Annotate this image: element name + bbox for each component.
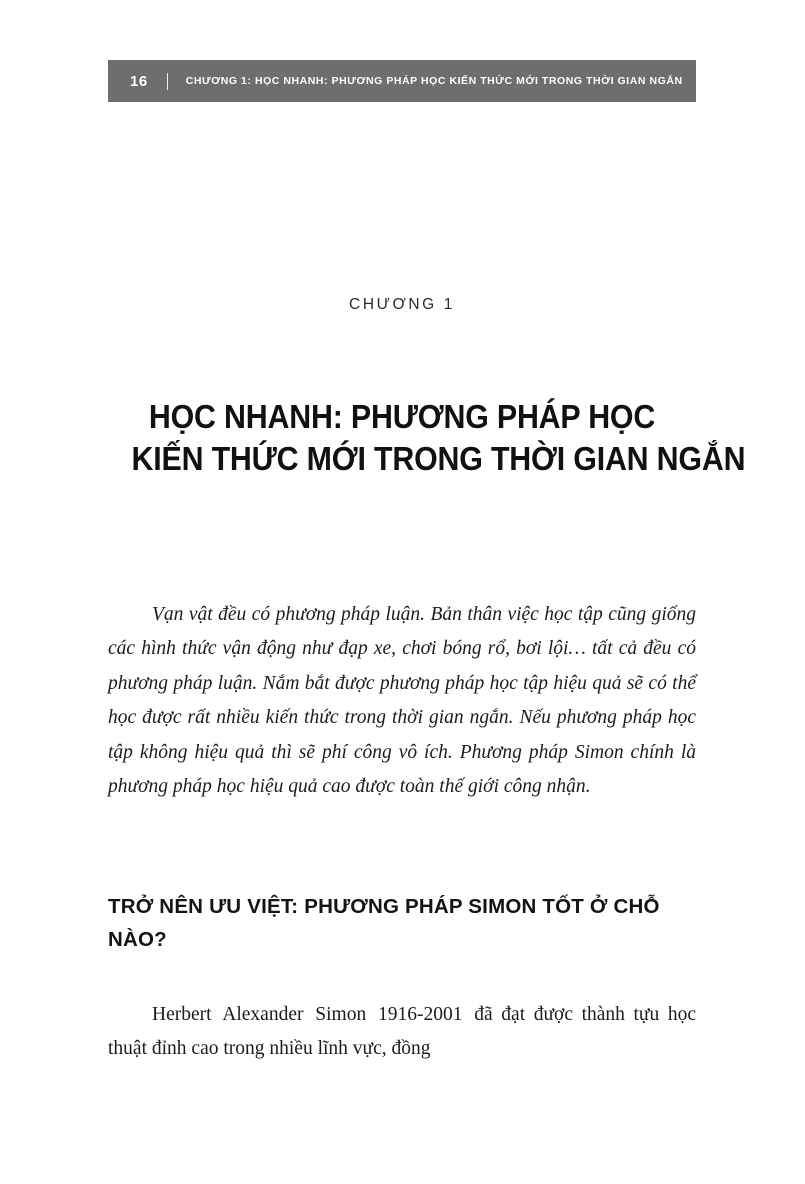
chapter-title-line-2: KIẾN THỨC MỚI TRONG THỜI GIAN NGẮN (131, 440, 746, 478)
section-subheading: TRỞ NÊN ƯU VIỆT: PHƯƠNG PHÁP SIMON TỐT Ở CHỖ NÀO? (108, 895, 660, 951)
body-paragraph-1-part-2: đã đạt được thành tựu học thuật đỉnh cao trong nhiều lĩnh vực, đồng (108, 1003, 697, 1059)
chapter-label: CHƯƠNG 1 (349, 296, 455, 313)
running-header-title: CHƯƠNG 1: HỌC NHANH: PHƯƠNG PHÁP HỌC KIẾN THỨC MỚI TRONG THỜI GIAN NGẮN (185, 75, 683, 87)
lead-paragraph: Vạn vật đều có phương pháp luận. Bản thân việc học tập cũng giống các hình thức vận động như đạp xe, chơi bóng rổ, bơi lội… tất cả đều có phương pháp luận. Nắm bắt được phương pháp học tập hiệu quả sẽ có thể học được rất nhiều kiến thức trong thời gian ngắn. Nếu phương pháp học tập không hiệu quả thì sẽ phí công vô ích. Phương pháp Simon chính là phương pháp học hiệu quả cao được toàn thế giới công nhận. (108, 603, 696, 797)
header-divider (167, 73, 168, 90)
page-number: 16 (130, 72, 148, 90)
running-header (108, 60, 696, 102)
body-paragraph-1 (108, 998, 696, 1067)
chapter-title-line-1: HỌC NHANH: PHƯƠNG PHÁP HỌC (148, 398, 656, 436)
body-paragraph-1-part-1: Herbert Alexander Simon 1916-2001 (152, 1003, 475, 1025)
page-title (131, 396, 746, 480)
